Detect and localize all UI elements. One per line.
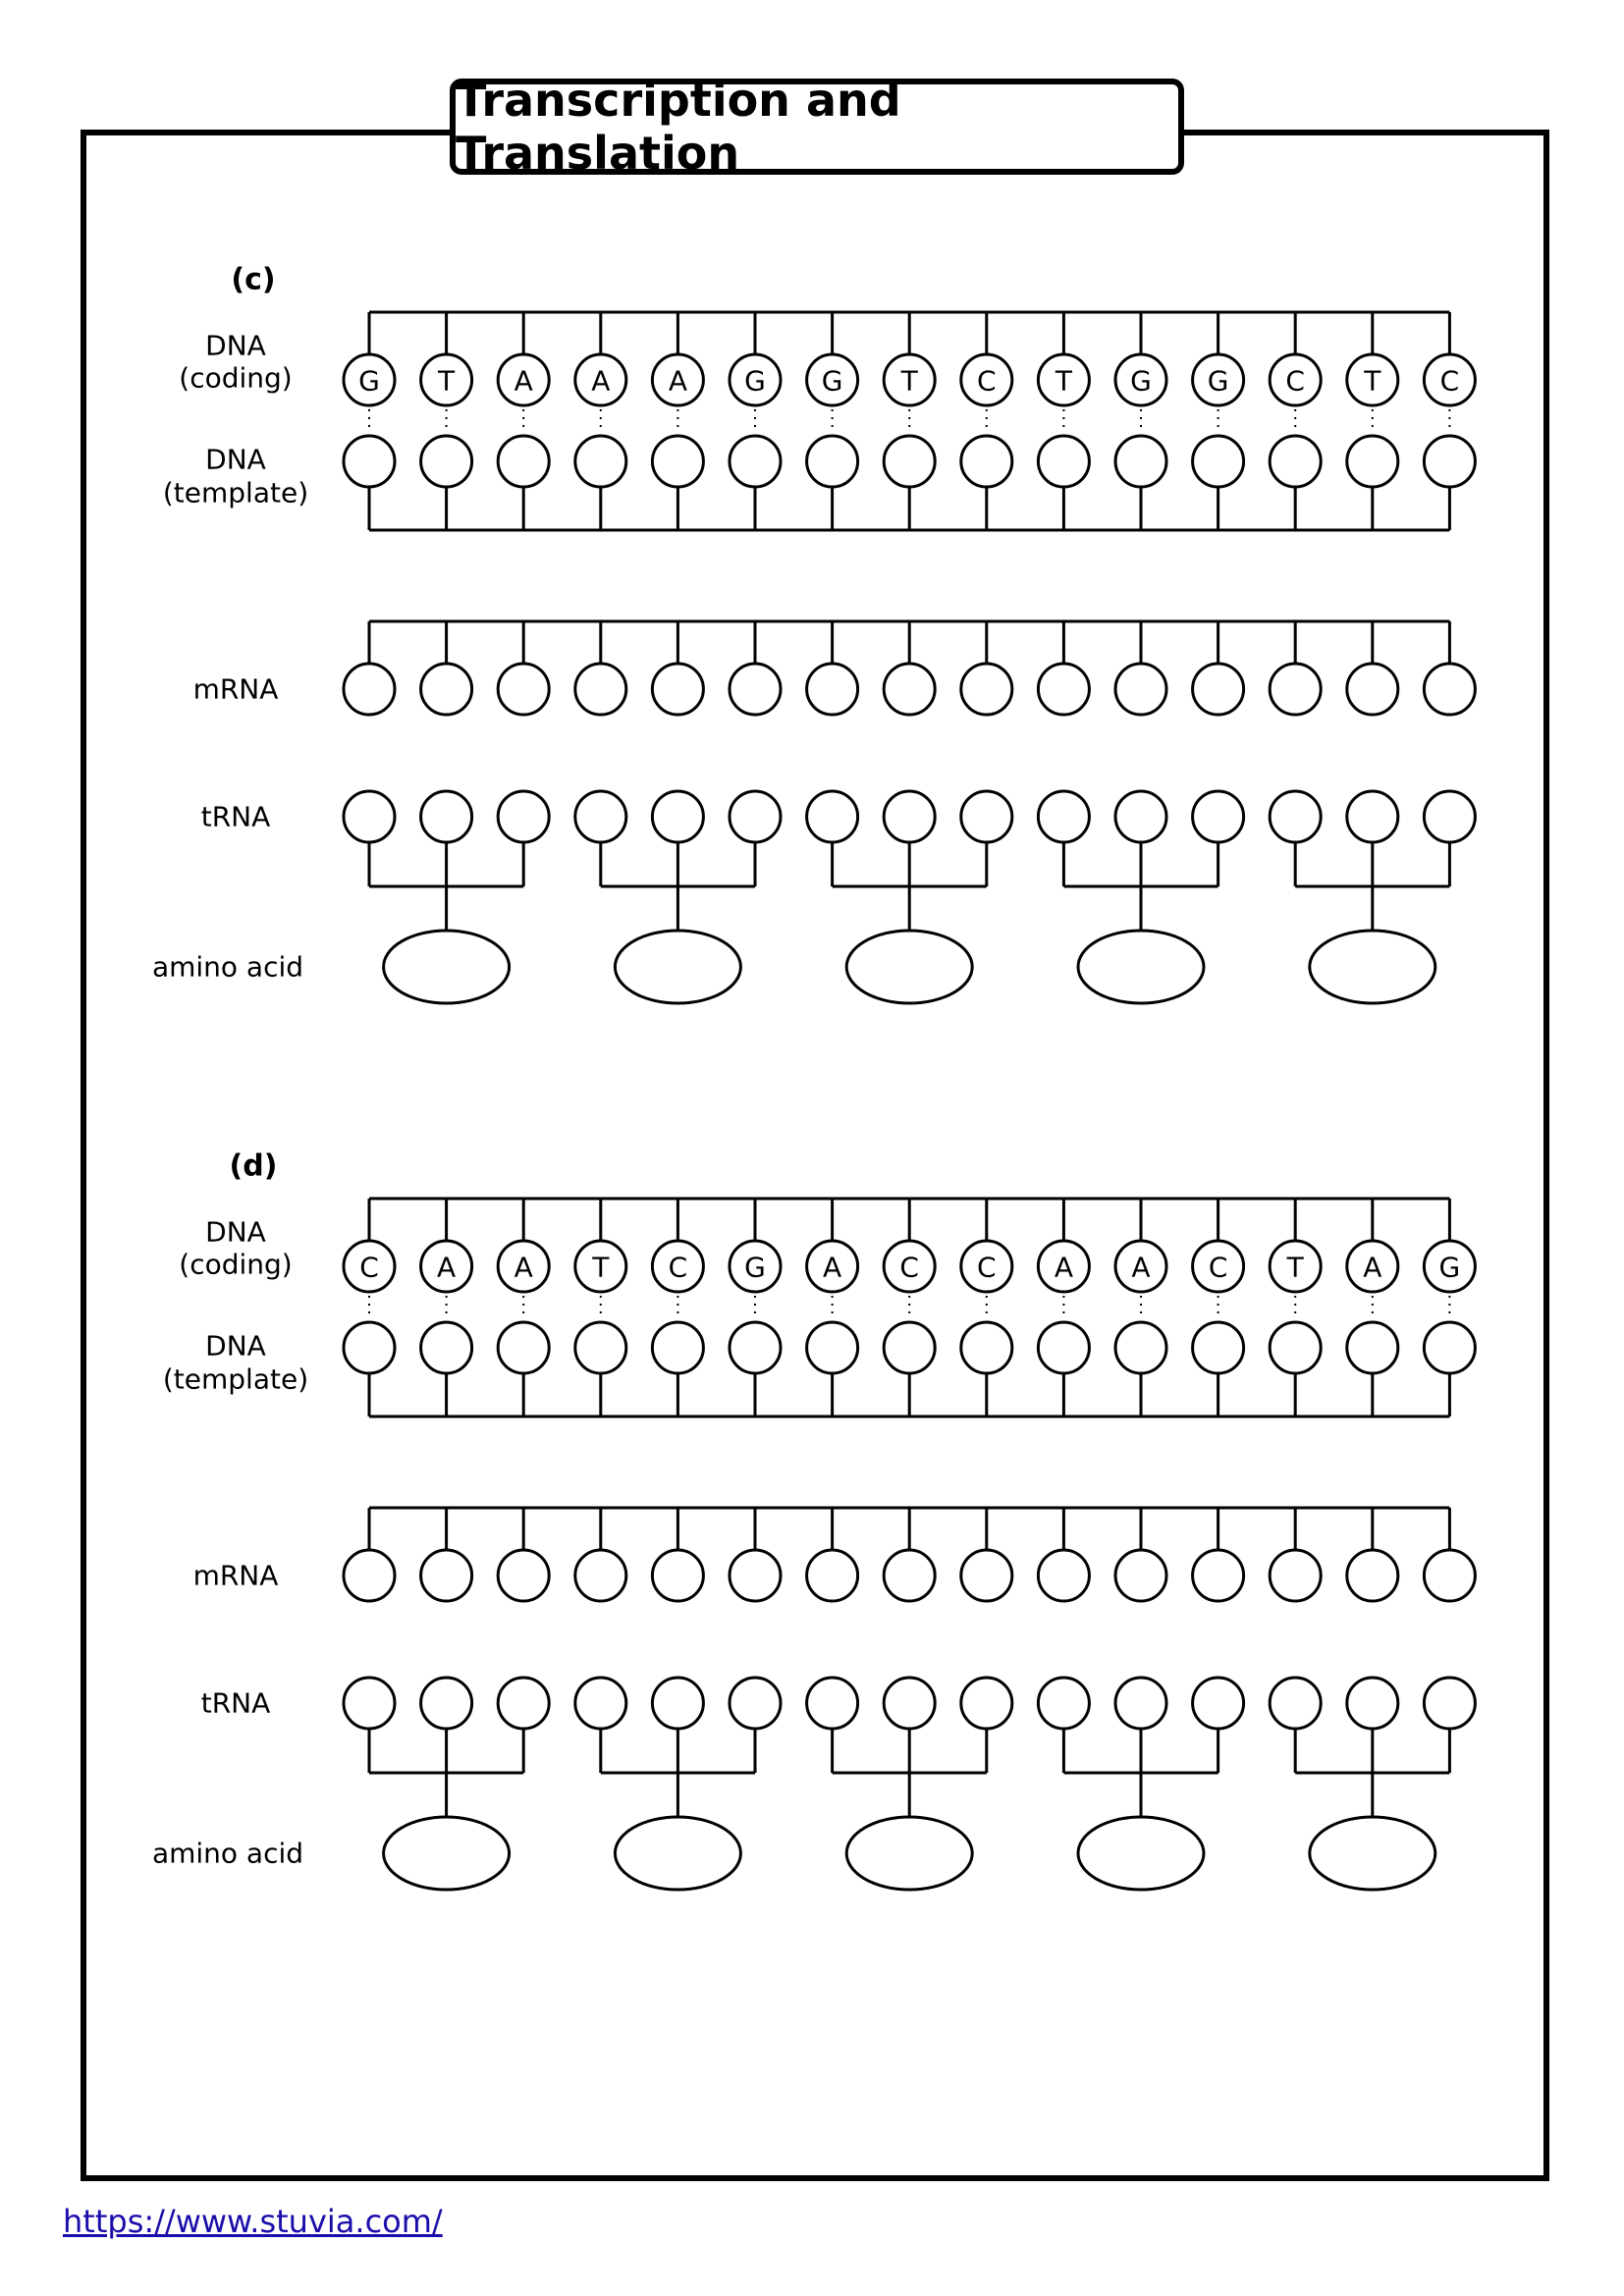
amino-acid-oval [384, 1817, 510, 1890]
trna-base-circle [884, 1678, 935, 1729]
template-base-circle [421, 1322, 472, 1373]
mrna-base-circle [730, 664, 781, 715]
trna-base-circle [1193, 1678, 1244, 1729]
coding-base-letter: A [1054, 1251, 1073, 1284]
template-base-circle [575, 1322, 626, 1373]
amino-acid-oval [846, 1817, 972, 1890]
coding-base-letter: A [514, 364, 533, 398]
template-base-circle [730, 1322, 781, 1373]
mrna-base-circle [884, 664, 935, 715]
coding-base-letter: A [437, 1251, 457, 1284]
coding-base-letter: G [1130, 364, 1152, 398]
template-base-circle [1270, 1322, 1321, 1373]
coding-base-letter: C [977, 364, 997, 398]
mrna-base-circle [1270, 664, 1321, 715]
section-label: (c) [231, 262, 276, 297]
coding-base-letter: T [1055, 364, 1072, 398]
coding-base-letter: G [744, 364, 766, 398]
mrna-base-circle [1038, 1550, 1089, 1601]
mrna-base-circle [1193, 664, 1244, 715]
mrna-base-circle [421, 664, 472, 715]
coding-base-letter: T [900, 364, 918, 398]
coding-base-letter: G [744, 1251, 766, 1284]
mrna-base-circle [1424, 1550, 1475, 1601]
trna-base-circle [421, 1678, 472, 1729]
coding-base-letter: G [358, 364, 380, 398]
dna-template-label-line2: (template) [162, 1362, 309, 1396]
template-base-circle [1115, 1322, 1166, 1373]
trna-label: tRNA [200, 1686, 271, 1720]
template-base-circle [344, 436, 395, 487]
mrna-base-circle [575, 1550, 626, 1601]
coding-base-letter: T [592, 1251, 610, 1284]
footer-link[interactable]: https://www.stuvia.com/ [63, 2203, 443, 2240]
amino-acid-oval [1310, 931, 1435, 1003]
template-base-circle [344, 1322, 395, 1373]
mrna-base-circle [652, 1550, 703, 1601]
trna-base-circle [807, 791, 858, 842]
dna-coding-label-line1: DNA [205, 1215, 266, 1249]
template-base-circle [652, 436, 703, 487]
trna-base-circle [1115, 791, 1166, 842]
dna-template-label-line2: (template) [162, 476, 309, 509]
dna-coding-label-line1: DNA [205, 329, 266, 362]
trna-base-circle [1270, 791, 1321, 842]
dna-template-label-line1: DNA [205, 443, 266, 476]
template-base-circle [1115, 436, 1166, 487]
mrna-base-circle [1347, 1550, 1398, 1601]
mrna-base-circle [884, 1550, 935, 1601]
coding-base-letter: C [977, 1251, 997, 1284]
coding-base-letter: C [1208, 1251, 1228, 1284]
coding-base-letter: A [591, 364, 611, 398]
amino-acid-oval [384, 931, 510, 1003]
template-base-circle [1424, 436, 1475, 487]
page-title: Transcription and Translation [456, 74, 901, 180]
trna-label: tRNA [200, 800, 271, 833]
amino-acid-oval [1078, 931, 1204, 1003]
coding-base-letter: A [1131, 1251, 1151, 1284]
trna-base-circle [1038, 1678, 1089, 1729]
mrna-base-circle [1193, 1550, 1244, 1601]
trna-base-circle [961, 791, 1012, 842]
coding-base-letter: A [514, 1251, 533, 1284]
coding-base-letter: G [1438, 1251, 1461, 1284]
mrna-base-circle [498, 664, 549, 715]
template-base-circle [498, 436, 549, 487]
mrna-base-circle [807, 664, 858, 715]
coding-base-letter: T [1364, 364, 1381, 398]
coding-base-letter: C [1439, 364, 1460, 398]
mrna-base-circle [807, 1550, 858, 1601]
template-base-circle [730, 436, 781, 487]
mrna-base-circle [498, 1550, 549, 1601]
template-base-circle [884, 436, 935, 487]
section-c [152, 263, 1475, 1004]
trna-base-circle [1270, 1678, 1321, 1729]
section-d [152, 1149, 1475, 1891]
dna-coding-label-line2: (coding) [179, 1248, 293, 1281]
title-box [450, 74, 1184, 180]
amino-acid-oval [1310, 1817, 1435, 1890]
template-base-circle [1424, 1322, 1475, 1373]
coding-base-letter: T [438, 364, 456, 398]
trna-base-circle [730, 1678, 781, 1729]
template-base-circle [652, 1322, 703, 1373]
template-base-circle [1193, 1322, 1244, 1373]
trna-base-circle [498, 791, 549, 842]
amino-acid-label: amino acid [151, 1837, 304, 1870]
mrna-label: mRNA [192, 672, 279, 706]
trna-base-circle [1193, 791, 1244, 842]
trna-base-circle [421, 791, 472, 842]
template-base-circle [1347, 436, 1398, 487]
mrna-base-circle [344, 1550, 395, 1601]
coding-base-letter: T [1286, 1251, 1304, 1284]
template-base-circle [961, 1322, 1012, 1373]
mrna-base-circle [961, 1550, 1012, 1601]
amino-acid-oval [615, 1817, 740, 1890]
coding-base-letter: C [359, 1251, 379, 1284]
mrna-base-circle [961, 664, 1012, 715]
template-base-circle [1038, 436, 1089, 487]
template-base-circle [421, 436, 472, 487]
trna-base-circle [1347, 791, 1398, 842]
template-base-circle [575, 436, 626, 487]
coding-base-letter: C [668, 1251, 688, 1284]
dna-template-label-line1: DNA [205, 1329, 266, 1362]
mrna-base-circle [1424, 664, 1475, 715]
mrna-base-circle [1115, 1550, 1166, 1601]
trna-base-circle [884, 791, 935, 842]
coding-base-letter: C [899, 1251, 919, 1284]
mrna-base-circle [421, 1550, 472, 1601]
trna-base-circle [1347, 1678, 1398, 1729]
mrna-base-circle [575, 664, 626, 715]
coding-base-letter: G [1207, 364, 1229, 398]
mrna-base-circle [344, 664, 395, 715]
mrna-label: mRNA [192, 1559, 279, 1592]
mrna-base-circle [1115, 664, 1166, 715]
trna-base-circle [652, 791, 703, 842]
coding-base-letter: G [821, 364, 843, 398]
trna-base-circle [1424, 1678, 1475, 1729]
amino-acid-oval [615, 931, 740, 1003]
template-base-circle [884, 1322, 935, 1373]
trna-base-circle [1115, 1678, 1166, 1729]
trna-base-circle [498, 1678, 549, 1729]
trna-base-circle [575, 1678, 626, 1729]
trna-base-circle [807, 1678, 858, 1729]
template-base-circle [498, 1322, 549, 1373]
mrna-base-circle [1347, 664, 1398, 715]
dna-coding-label-line2: (coding) [179, 361, 293, 395]
trna-base-circle [344, 1678, 395, 1729]
trna-base-circle [1424, 791, 1475, 842]
mrna-base-circle [1038, 664, 1089, 715]
coding-base-letter: A [823, 1251, 842, 1284]
template-base-circle [1038, 1322, 1089, 1373]
coding-base-letter: C [1285, 364, 1305, 398]
template-base-circle [1347, 1322, 1398, 1373]
section-label: (d) [229, 1148, 278, 1184]
template-base-circle [807, 436, 858, 487]
mrna-base-circle [1270, 1550, 1321, 1601]
trna-base-circle [1038, 791, 1089, 842]
mrna-base-circle [730, 1550, 781, 1601]
template-base-circle [1193, 436, 1244, 487]
amino-acid-oval [1078, 1817, 1204, 1890]
coding-base-letter: A [668, 364, 687, 398]
coding-base-letter: A [1363, 1251, 1382, 1284]
trna-base-circle [730, 791, 781, 842]
mrna-base-circle [652, 664, 703, 715]
trna-base-circle [344, 791, 395, 842]
template-base-circle [807, 1322, 858, 1373]
amino-acid-label: amino acid [151, 950, 304, 984]
trna-base-circle [575, 791, 626, 842]
template-base-circle [1270, 436, 1321, 487]
trna-base-circle [652, 1678, 703, 1729]
amino-acid-oval [846, 931, 972, 1003]
template-base-circle [961, 436, 1012, 487]
trna-base-circle [961, 1678, 1012, 1729]
